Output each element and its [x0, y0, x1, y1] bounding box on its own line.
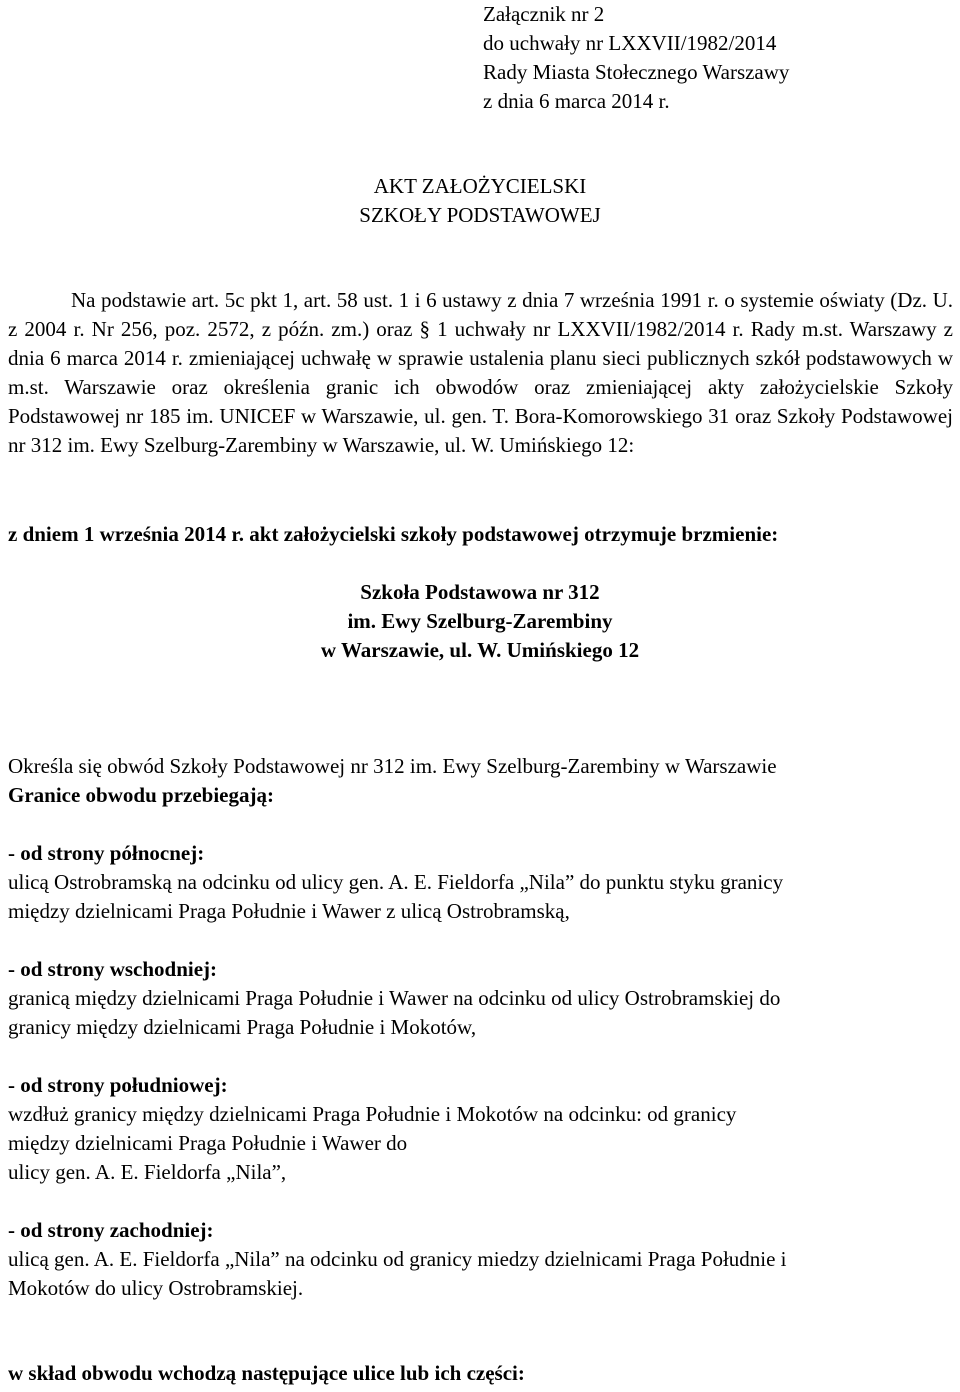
title-line-2: SZKOŁY PODSTAWOWEJ — [359, 203, 601, 227]
boundary-west-line-1: ulicą gen. A. E. Fieldorfa „Nila” na odcinku od granicy miedzy dzielnicami Praga Południe i — [8, 1247, 787, 1271]
boundary-east-heading: - od strony wschodniej: — [8, 957, 218, 981]
boundary-north-heading: - od strony północnej: — [8, 841, 205, 865]
boundary-south-line-1: wzdłuż granicy między dzielnicami Praga Południe i Mokotów na odcinku: od granicy — [8, 1102, 737, 1126]
school-name-line-3: w Warszawie, ul. W. Umińskiego 12 — [320, 638, 640, 662]
boundary-north-line-1: ulicą Ostrobramską na odcinku od ulicy gen. A. E. Fieldorfa „Nila” do punktu styku granicy — [8, 870, 784, 894]
boundary-west — [8, 1216, 953, 1303]
streets-heading: w skład obwodu wchodzą następujące ulice lub ich części: — [8, 1361, 525, 1385]
boundary-west-line-2: Mokotów do ulicy Ostrobramskiej. — [8, 1276, 304, 1300]
boundary-north-line-2: między dzielnicami Praga Południe i Wawer z ulicą Ostrobramską, — [8, 899, 570, 923]
boundary-south-line-2: między dzielnicami Praga Południe i Wawer do — [8, 1131, 408, 1155]
effective-date-statement: z dniem 1 września 2014 r. akt założycielski szkoły podstawowej otrzymuje brzmienie: — [8, 522, 779, 546]
boundary-east-line-2: granicy między dzielnicami Praga Południe i Mokotów, — [8, 1015, 477, 1039]
boundary-south-heading: - od strony południowej: — [8, 1073, 228, 1097]
boundary-north — [8, 839, 953, 926]
resolution-number: do uchwały nr LXXVII/1982/2014 — [483, 31, 777, 55]
resolution-date: z dnia 6 marca 2014 r. — [483, 89, 670, 113]
district-section — [8, 752, 953, 810]
boundary-south — [8, 1071, 953, 1187]
boundaries-heading: Granice obwodu przebiegają: — [8, 783, 274, 807]
preamble-paragraph: Na podstawie art. 5c pkt 1, art. 58 ust. 1 i 6 ustawy z dnia 7 września 1991 r. o systemie oświaty (Dz. U. z 2004 r. Nr 256, poz. 2572, z późn. zm.) oraz § 1 uchwały nr LXXVII/1982/2014 r. Rady m.st. Warszawy z dnia 6 marca 2014 r. zmieniającej uchwałę w sprawie ustalenia planu sieci publicznych szkół podstawowych w m.st. Warszawie oraz określenia granic ich obwodów oraz zmieniającej akty założycielskie Szkoły Podstawowej nr 185 im. UNICEF w Warszawie, ul. gen. T. Bora-Komorowskiego 31 oraz Szkoły Podstawowej nr 312 im. Ewy Szelburg-Zarembiny w Warszawie, ul. W. Umińskiego 12: — [8, 288, 953, 457]
boundary-east-line-1: granicą między dzielnicami Praga Południe i Wawer na odcinku od ulicy Ostrobramskiej do — [8, 986, 781, 1010]
school-name-line-2: im. Ewy Szelburg-Zarembiny — [347, 609, 613, 633]
boundary-south-line-3: ulicy gen. A. E. Fieldorfa „Nila”, — [8, 1160, 287, 1184]
council-name: Rady Miasta Stołecznego Warszawy — [483, 60, 790, 84]
attachment-number: Załącznik nr 2 — [483, 2, 605, 26]
school-name-block — [0, 578, 960, 665]
boundary-east — [8, 955, 953, 1042]
attachment-header — [483, 0, 953, 116]
document-title — [0, 172, 960, 230]
district-definition: Określa się obwód Szkoły Podstawowej nr 312 im. Ewy Szelburg-Zarembiny w Warszawie — [8, 754, 777, 778]
title-line-1: AKT ZAŁOŻYCIELSKI — [373, 174, 587, 198]
boundary-west-heading: - od strony zachodniej: — [8, 1218, 214, 1242]
school-name-line-1: Szkoła Podstawowa nr 312 — [360, 580, 600, 604]
